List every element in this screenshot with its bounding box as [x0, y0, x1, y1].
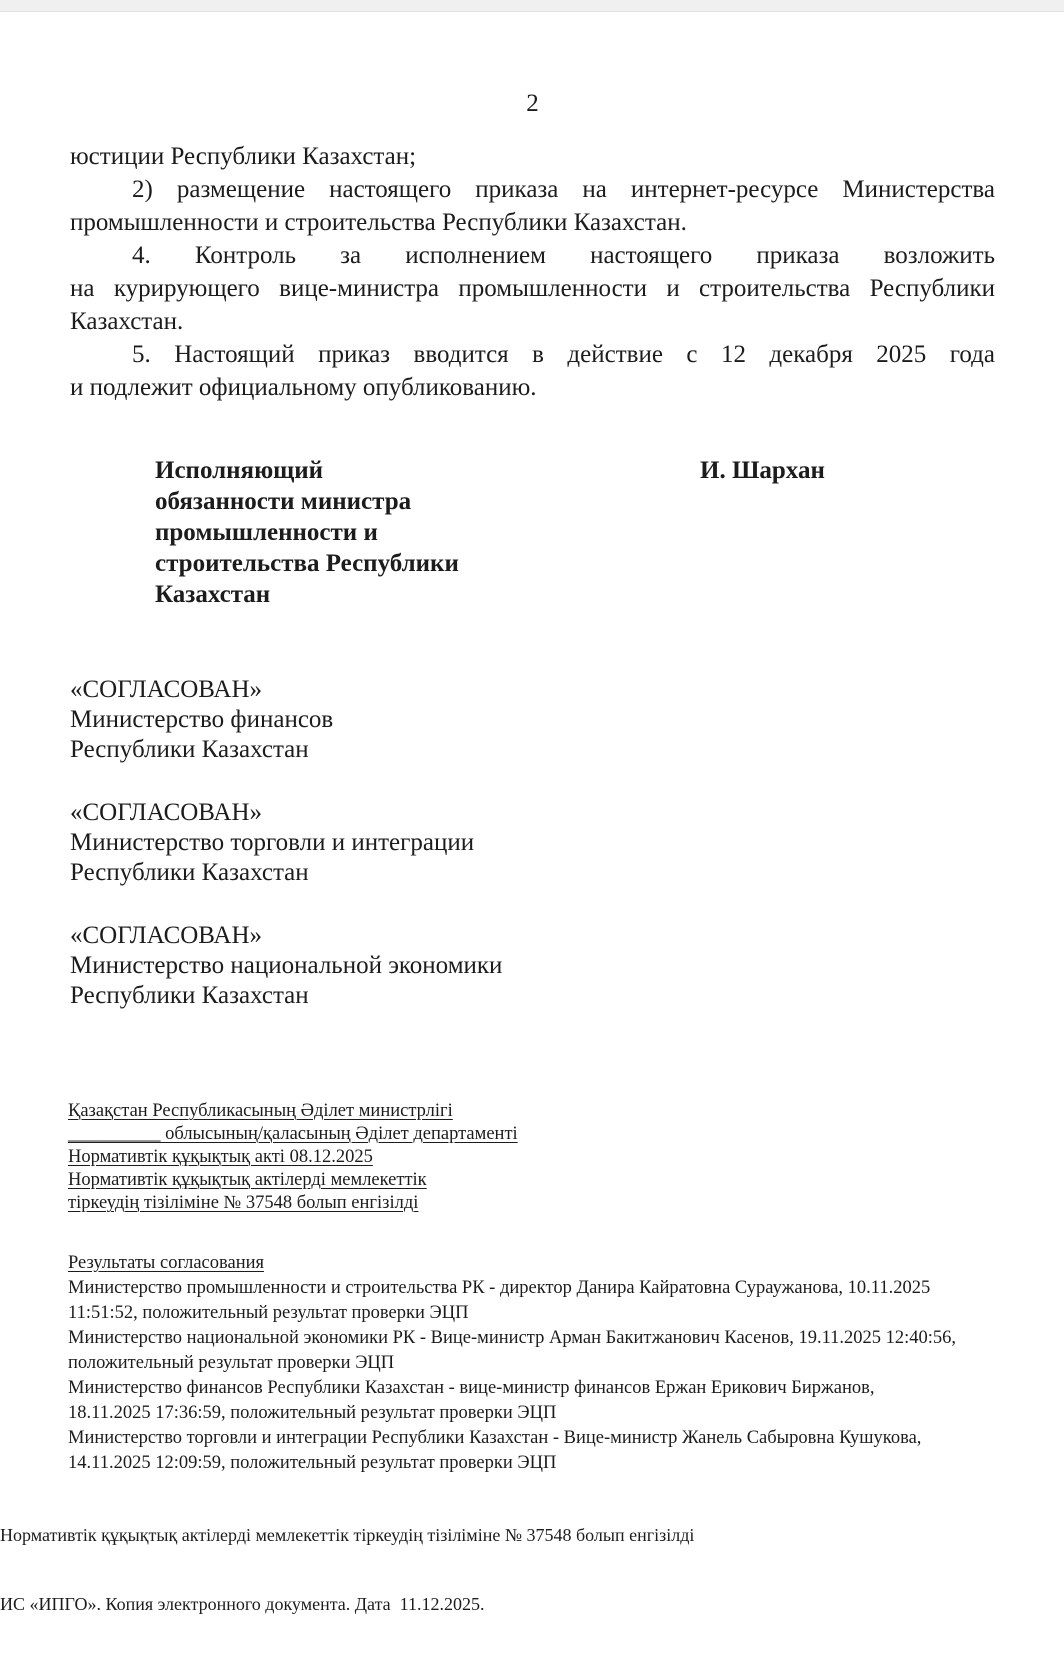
body-line: промышленности и строительства Республики Казахстан.	[70, 209, 687, 236]
approval-org-line: Республики Казахстан	[70, 736, 309, 763]
footer-line: ИС «ИПГО». Копия электронного документа. Дата 11.12.2025.	[0, 1594, 485, 1614]
stamp-line: Нормативтік құқықтық акті 08.12.2025	[68, 1147, 373, 1167]
body-line: на курирующего вице-министра промышленности и строительства Республики	[70, 275, 995, 302]
signer-position-line: строительства Республики	[155, 550, 459, 577]
results-line: положительный результат проверки ЭЦП	[68, 1353, 395, 1373]
approval-org-line: Министерство национальной экономики	[70, 952, 503, 979]
footer-line: Нормативтік құқықтық актілерді мемлекеттік тіркеудің тізіліміне № 37548 болып енгізілді	[0, 1525, 695, 1545]
stamp-line: тіркеудің тізіліміне № 37548 болып енгізілді	[68, 1193, 419, 1213]
results-line: Министерство торговли и интеграции Республики Казахстан - Вице-министр Жанель Сабыровна Кушукова,	[68, 1428, 922, 1448]
results-line: Министерство национальной экономики РК - Вице-министр Арман Бакитжанович Касенов, 19.11.2025 12:40:56,	[68, 1328, 957, 1348]
body-line: юстиции Республики Казахстан;	[70, 143, 417, 170]
approval-label: «СОГЛАСОВАН»	[70, 922, 263, 949]
approval-org-line: Республики Казахстан	[70, 859, 309, 886]
signer-name: И. Шархан	[700, 457, 825, 484]
stamp-line: Қазақстан Республикасының Әділет министрлігі	[68, 1101, 453, 1121]
approval-label: «СОГЛАСОВАН»	[70, 799, 263, 826]
results-line: 14.11.2025 12:09:59, положительный результат проверки ЭЦП	[68, 1453, 557, 1473]
signer-position-line: Казахстан	[155, 581, 271, 608]
results-line: Министерство промышленности и строительства РК - директор Данира Кайратовна Сураужанова, 10.11.2025	[68, 1278, 931, 1298]
approval-org-line: Министерство финансов	[70, 706, 334, 733]
approvals-section	[70, 675, 995, 1044]
stamp-line: Нормативтік құқықтық актілерді мемлекеттік	[68, 1170, 427, 1190]
approval-label: «СОГЛАСОВАН»	[70, 676, 263, 703]
body-line: и подлежит официальному опубликованию.	[70, 374, 537, 401]
approval-results	[68, 1251, 998, 1476]
signer-position-line: обязанности министра	[155, 488, 412, 515]
top-strip	[0, 0, 1064, 12]
registration-stamp	[68, 1100, 993, 1215]
results-line: 18.11.2025 17:36:59, положительный результат проверки ЭЦП	[68, 1403, 557, 1423]
body-line: 4. Контроль за исполнением настоящего приказа возложить	[132, 242, 995, 269]
results-line: Министерство финансов Республики Казахстан - вице-министр финансов Ержан Ерикович Биржанов,	[68, 1378, 875, 1398]
body-line: 2) размещение настоящего приказа на интернет-ресурсе Министерства	[132, 176, 995, 203]
approval-block	[70, 921, 995, 1011]
approval-org-line: Республики Казахстан	[70, 982, 309, 1009]
approval-block	[70, 798, 995, 888]
stamp-line: __________ облысының/қаласының Әділет департаменті	[68, 1124, 518, 1144]
approval-org-line: Министерство торговли и интеграции	[70, 829, 475, 856]
signer-position	[155, 455, 505, 610]
signature-block	[0, 455, 1064, 610]
document-footer	[0, 1478, 1064, 1662]
body-line: 5. Настоящий приказ вводится в действие с 12 декабря 2025 года	[132, 341, 995, 368]
body-line: Казахстан.	[70, 308, 184, 335]
signer-position-line: промышленности и	[155, 519, 378, 546]
page-number: 2	[526, 90, 539, 117]
signer-position-line: Исполняющий	[155, 457, 324, 484]
results-title: Результаты согласования	[68, 1253, 265, 1273]
order-body	[70, 140, 995, 404]
results-line: 11:51:52, положительный результат проверки ЭЦП	[68, 1303, 469, 1323]
approval-block	[70, 675, 995, 765]
